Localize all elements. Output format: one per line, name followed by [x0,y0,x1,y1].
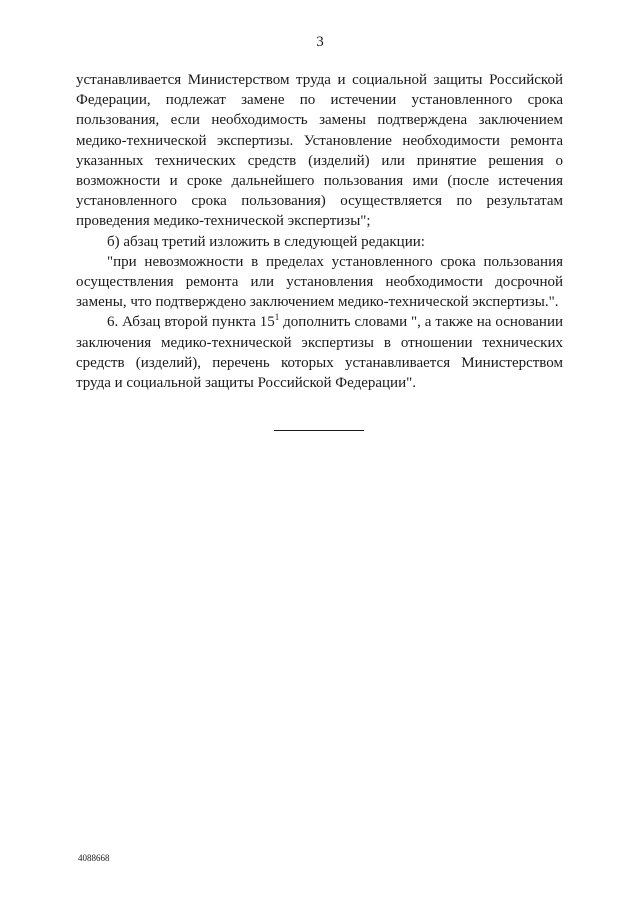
paragraph-item-6 [76,312,563,393]
end-of-text-rule [274,430,364,431]
item-6-superscript: 1 [274,312,280,323]
item-6-text-start: 6. Абзац второй пункта 15 [107,314,275,331]
paragraph-quoted-text: "при невозможности в пределах установленного срока пользования осуществления ремонта или установления необходимости досрочной замены, что подтверждено заключением медико-технической экспертизы.". [76,253,563,311]
document-code: 4088668 [78,853,110,863]
paragraph-subitem-b: б) абзац третий изложить в следующей редакции: [107,233,425,250]
page-number: 3 [316,34,324,50]
document-body [76,70,563,393]
item-6-text-end: дополнить словами ", а также на основании заключения медико-технической экспертизы в отношении технических средств (изделий), перечень которых устанавливается Министерством труда и социальной защиты Российской Федерации". [76,314,563,392]
paragraph-continuation: устанавливается Министерством труда и социальной защиты Российской Федерации, подлежат замене по истечении установленного срока пользования, если необходимость замены подтверждена заключением медико-технической экспертизы. Установление необходимости ремонта указанных технических средств (изделий) или принятие решения о возможности и сроке дальнейшего пользования ими (после истечения установленного срока пользования) осуществляется по результатам проведения медико-технической экспертизы"; [76,72,563,230]
